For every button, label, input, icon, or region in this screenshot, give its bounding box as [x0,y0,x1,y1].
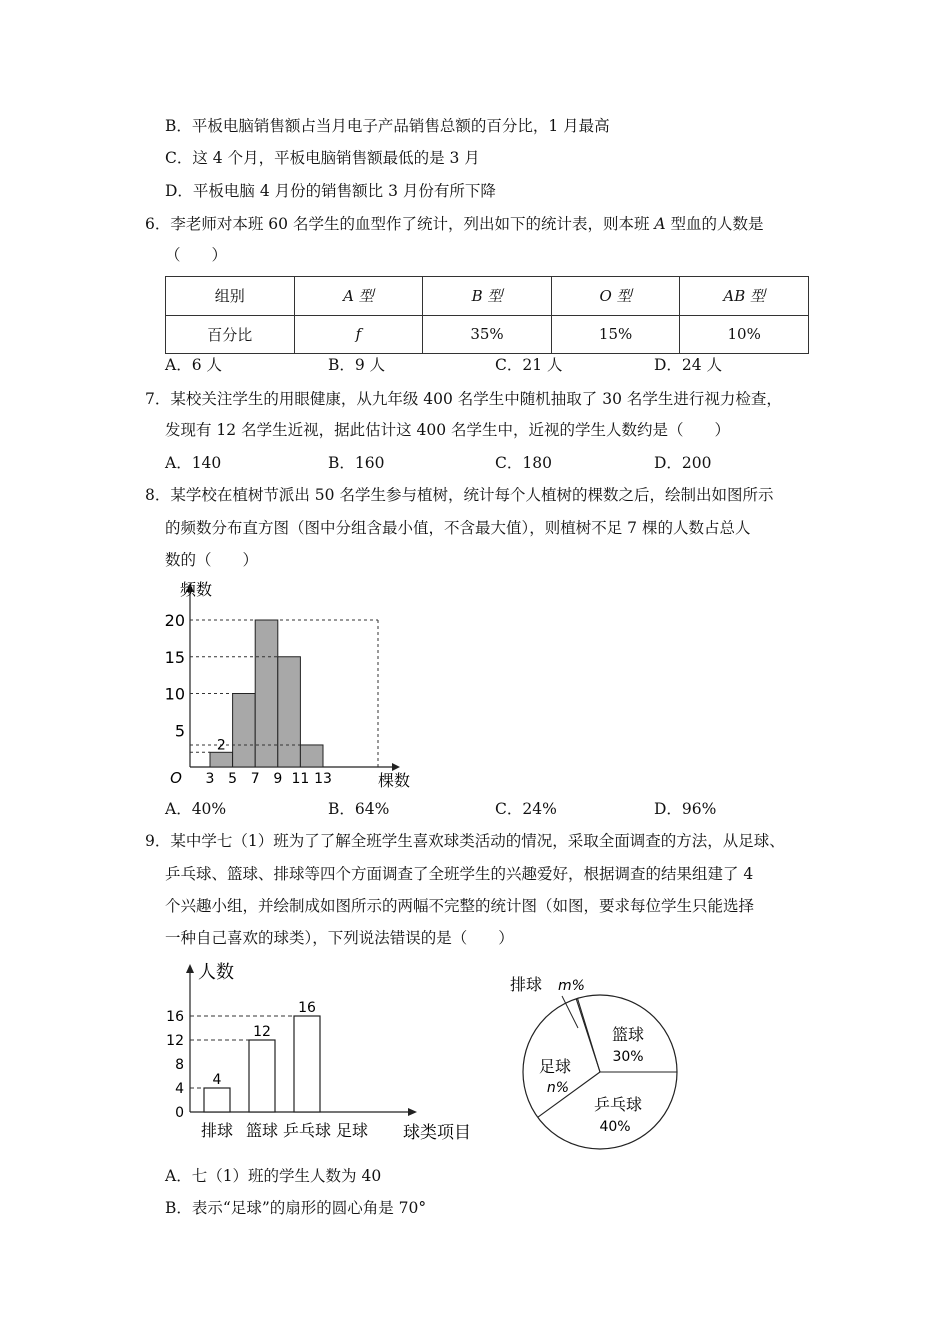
y-tick-label: 20 [164,611,185,630]
q5-option-d: D．平板电脑 4 月份的销售额比 3 月份有所下降 [165,182,496,200]
x-category-label: 排球 [200,1121,234,1140]
histogram-chart [160,578,410,790]
x-axis-arrow [408,1108,417,1116]
histogram-bar [300,745,323,767]
histogram-bar [210,752,233,767]
q6-option-d: D．24 人 [654,356,723,374]
table-cell: 10% [680,315,809,354]
q7-option-a: A．140 [165,454,222,472]
y-axis-title: 频数 [180,580,213,599]
q6-stem-prefix: 6．李老师对本班 60 名学生的血型作了统计，列出如下的统计表，则本班 [145,215,655,233]
y-tick-label: 8 [175,1057,184,1073]
q9-stem-line3: 个兴趣小组，并绘制成如图所示的两幅不完整的统计图（如图，要求每位学生只能选择 [165,897,755,915]
table-row [166,315,809,354]
y-tick-label: 16 [166,1009,184,1025]
x-tick-label: 7 [250,771,260,787]
pie-slice-value: 40% [599,1119,631,1135]
q9-option-b: B．表示“足球”的扇形的圆心角是 70° [165,1199,427,1217]
pie-slice-name: 篮球 [611,1025,645,1044]
y-tick-label: 15 [164,647,185,667]
x-tick-label: 11 [291,771,310,787]
q7-stem-line1: 7．某校关注学生的用眼健康，从九年级 400 名学生中随机抽取了 30 名学生进行视力检查， [145,390,782,408]
q9-option-a: A．七（1）班的学生人数为 40 [165,1167,382,1185]
q7-option-b: B．160 [328,454,385,472]
x-tick-label: 5 [228,771,238,787]
blood-type-table [165,276,809,354]
q6-stem-line1 [145,214,764,234]
q6-option-c: C．21 人 [495,356,563,374]
pie-slice-name: 足球 [538,1057,572,1076]
y-axis-arrow [186,964,194,973]
histogram-bar [233,694,256,768]
q8-option-c: C．24% [495,800,557,818]
pie-slice-name: 乒乓球 [593,1095,643,1114]
table-cell: A 型 [294,277,423,316]
x-axis-arrow [392,763,400,771]
table-cell: 百分比 [166,315,295,354]
table-cell: 组别 [166,277,295,316]
table-cell: 15% [551,315,680,354]
q6-stem-var: A [654,215,666,233]
bar-value-label: 12 [253,1024,271,1040]
q5-option-b: B．平板电脑销售额占当月电子产品销售总额的百分比，1 月最高 [165,117,610,135]
table-cell: B 型 [423,277,552,316]
x-axis-title: 棵数 [378,771,410,790]
q8-option-d: D．96% [654,800,717,818]
y-tick-label: 0 [175,1105,184,1121]
pie-slice-value: n% [546,1080,570,1096]
q6-stem-line2: （ ） [165,246,228,264]
q7-option-c: C．180 [495,454,552,472]
table-header-row [166,277,809,316]
x-category-label: 足球 [335,1121,369,1140]
q6-stem-suffix: 型血的人数是 [665,215,764,233]
q7-stem-line2: 发现有 12 名学生近视，据此估计这 400 名学生中，近视的学生人数约是（ ） [165,421,731,439]
q9-stem-line2: 乒乓球、篮球、排球等四个方面调查了全班学生的兴趣爱好，根据调查的结果组建了 4 [165,865,754,883]
x-tick-label: 3 [205,771,215,787]
pie-slice-name: 排球 [510,975,543,994]
table-cell: O 型 [551,277,680,316]
bar-value-label: 2 [216,737,226,754]
x-category-label: 乒乓球 [282,1121,332,1140]
q8-option-b: B．64% [328,800,390,818]
category-bar [249,1040,275,1112]
q8-stem-line1: 8．某学校在植树节派出 50 名学生参与植树，统计每个人植树的棵数之后，绘制出如图所示 [145,486,774,504]
y-axis-title: 人数 [198,962,234,983]
origin-label: O [170,769,182,787]
q6-option-b: B．9 人 [328,356,386,374]
ball-bar-chart [165,960,485,1150]
histogram-bar [278,657,301,767]
table-cell: AB 型 [680,277,809,316]
q6-option-a: A．6 人 [165,356,222,374]
y-tick-label: 4 [175,1081,184,1097]
q8-stem-line3: 数的（ ） [165,551,259,569]
q8-option-a: A．40% [165,800,227,818]
x-axis-title: 球类项目 [403,1123,471,1143]
x-tick-label: 9 [273,771,283,787]
q7-option-d: D．200 [654,454,712,472]
category-bar [294,1016,320,1112]
table-cell: 35% [423,315,552,354]
ball-pie-chart [500,962,690,1152]
q9-stem-line4: 一种自己喜欢的球类），下列说法错误的是（ ） [165,929,514,947]
x-category-label: 篮球 [245,1121,279,1140]
q9-stem-line1: 9．某中学七（1）班为了了解全班学生喜欢球类活动的情况，采取全面调查的方法，从足球、 [145,832,785,850]
pie-slice-value: m% [558,978,585,994]
q8-stem-line2: 的频数分布直方图（图中分组含最小值，不含最大值），则植树不足 7 棵的人数占总人 [165,519,751,537]
y-tick-label: 5 [174,721,185,741]
x-tick-label: 13 [314,771,332,787]
table-cell: f [294,315,423,354]
y-tick-label: 12 [166,1033,184,1049]
y-tick-label: 10 [164,684,185,704]
category-bar [204,1088,230,1112]
bar-value-label: 16 [298,1000,316,1016]
q5-option-c: C．这 4 个月，平板电脑销售额最低的是 3 月 [165,149,480,167]
bar-value-label: 4 [212,1072,222,1088]
pie-slice-value: 30% [612,1049,644,1065]
